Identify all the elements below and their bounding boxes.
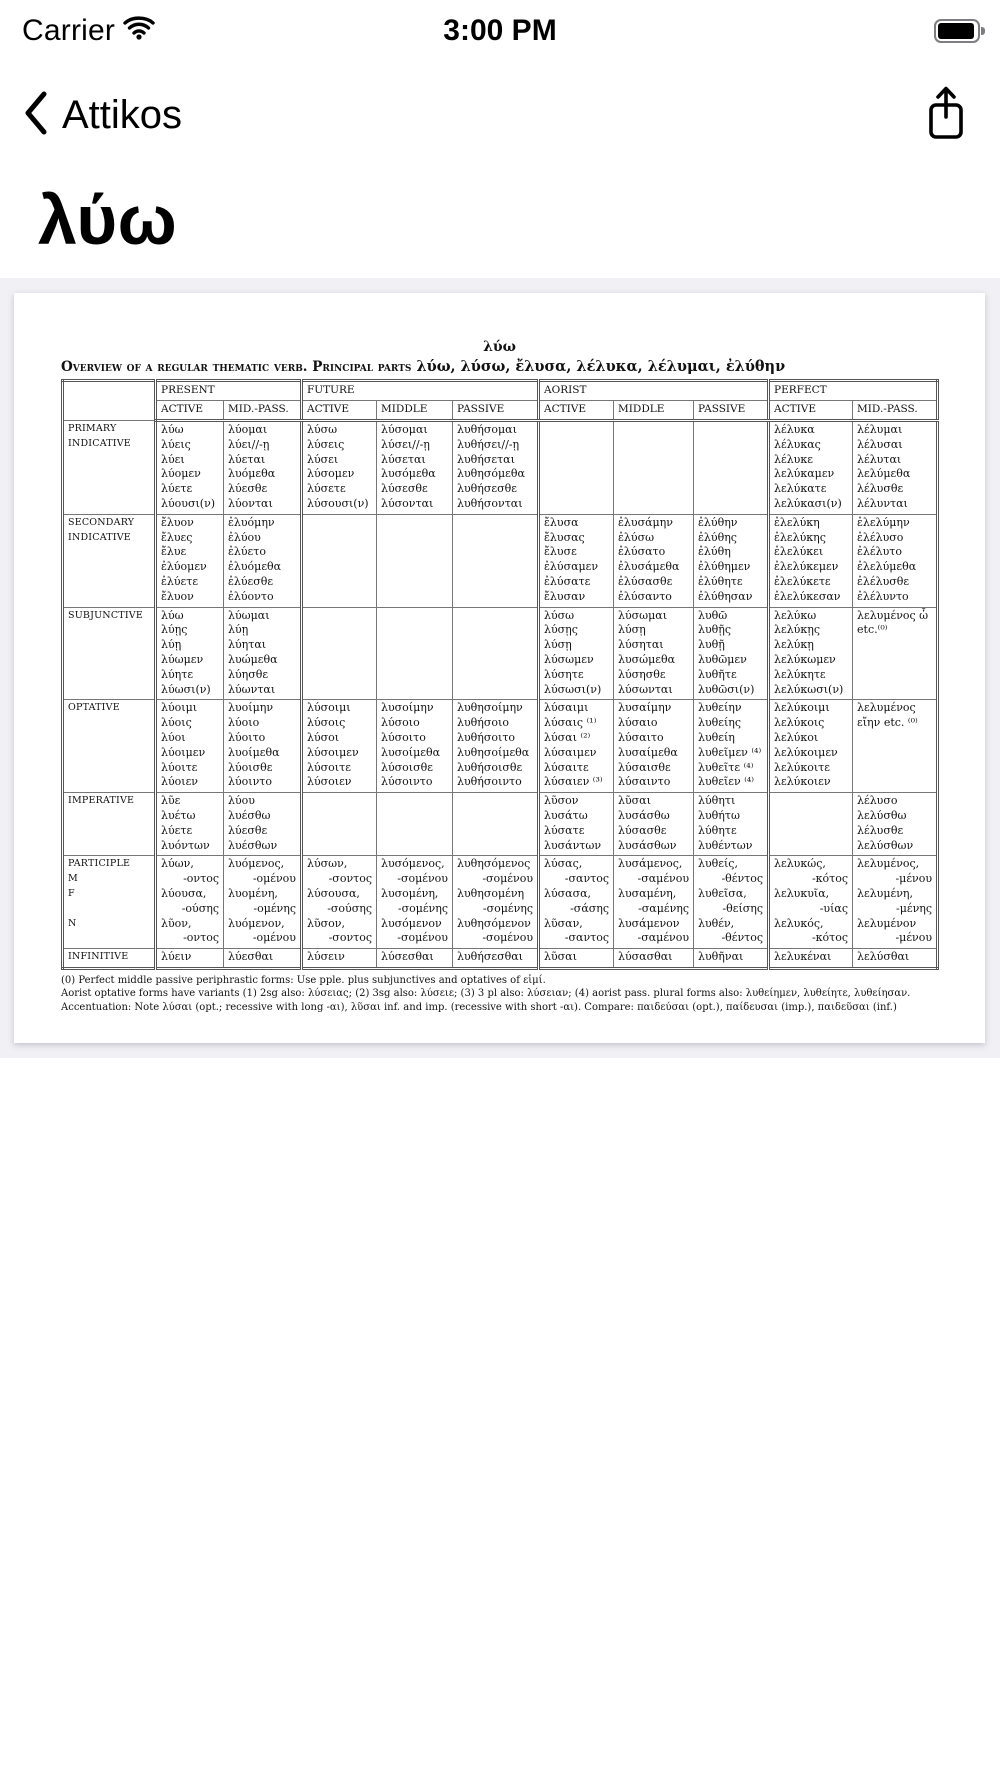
paradigm-cell [377,607,453,700]
paradigm-cell [453,607,539,700]
tense-group-header: AORIST [539,381,769,401]
paradigm-cell: ἐλυσάμην ἐλύσω ἐλύσατο ἐλυσάμεθα ἐλύσασθε ἐλύσαντο [614,514,694,607]
back-button[interactable] [22,89,182,142]
paradigm-cell: λύου λυέσθω λύεσθε λυέσθων [224,793,302,856]
paradigm-cell: λυσόμενος, -σομένου λυσομένη, -σομένης λυσόμενον -σομένου [377,856,453,949]
paradigm-cell: λύσομαι λύσει//-ῃ λύσεται λυσόμεθα λύσεσθε λύσονται [377,421,453,515]
mood-label: SECONDARY INDICATIVE [63,514,156,607]
doc-title: λύω [483,339,516,355]
paradigm-cell [377,514,453,607]
mood-label: PARTICIPLE M F N [63,856,156,949]
mood-label: OPTATIVE [63,700,156,793]
paradigm-cell [377,793,453,856]
paradigm-cell: λελύσθαι [853,949,938,969]
paradigm-cell: λελυκέναι [769,949,853,969]
paradigm-cell: ἔλυσα ἔλυσας ἔλυσε ἐλύσαμεν ἐλύσατε ἔλυσαν [539,514,614,607]
paradigm-cell: λῦσαι λυσάσθω λύσασθε λυσάσθων [614,793,694,856]
paradigm-cell: λελυμένος ὦ etc.⁽⁰⁾ [853,607,938,700]
paradigm-cell: λυσοίμην λύσοιο λύσοιτο λυσοίμεθα λύσοισθε λύσοιντο [377,700,453,793]
paradigm-cell: λύσων, -σοντος λύσουσα, -σούσης λῦσον, -σοντος [302,856,377,949]
paradigm-cell [302,607,377,700]
wifi-icon [123,14,155,48]
paradigm-cell: λυθῆναι [694,949,769,969]
paradigm-cell: λύω λύῃς λύῃ λύωμεν λύητε λύωσι(ν) [156,607,224,700]
voice-header: ACTIVE [302,401,377,421]
paradigm-cell: λύσειν [302,949,377,969]
voice-header: MID.-PASS. [224,401,302,421]
paradigm-cell [453,793,539,856]
paradigm-cell [453,514,539,607]
paradigm-cell: λύσω λύσῃς λύσῃ λύσωμεν λύσητε λύσωσι(ν) [539,607,614,700]
footnote: (0) Perfect middle passive periphrastic forms: Use pple. plus subjunctives and optatives of εἰμί. [61,974,546,986]
voice-header: MID.-PASS. [853,401,938,421]
paradigm-cell: λέλυμαι λέλυσαι λέλυται λελύμεθα λέλυσθε λέλυνται [853,421,938,515]
table-row [63,949,938,969]
back-button-label: Attikos [62,92,183,137]
table-row [63,700,938,793]
voice-header: ACTIVE [156,401,224,421]
paradigm-cell: λυθείην λυθείης λυθείη λυθεῖμεν ⁽⁴⁾ λυθεῖτε ⁽⁴⁾ λυθεῖεν ⁽⁴⁾ [694,700,769,793]
paradigm-cell: λυοίμην λύοιο λύοιτο λυοίμεθα λύοισθε λύοιντο [224,700,302,793]
status-bar [0,0,1000,56]
paradigm-cell [769,793,853,856]
voice-header: ACTIVE [769,401,853,421]
table-group-row [63,381,938,401]
paradigm-cell: λύσασθαι [614,949,694,969]
paradigm-cell: λύσωμαι λύσῃ λύσηται λυσώμεθα λύσησθε λύσωνται [614,607,694,700]
clock: 3:00 PM [443,14,557,47]
share-button[interactable] [922,83,970,148]
paradigm-cell: λύσοιμι λύσοις λύσοι λύσοιμεν λύσοιτε λύσοιεν [302,700,377,793]
voice-header-row [63,401,938,421]
paradigm-cell [614,421,694,515]
voice-header: PASSIVE [694,401,769,421]
paradigm-cell: λυθήσεσθαι [453,949,539,969]
chevron-left-icon [22,89,50,142]
battery-icon [934,19,980,43]
voice-header: MIDDLE [377,401,453,421]
paradigm-cell: λύω λύεις λύει λύομεν λύετε λύουσι(ν) [156,421,224,515]
paradigm-cell: λυθησόμενος -σομένου λυθησομένη -σομένης λυθησόμενον -σομένου [453,856,539,949]
corner-cell [63,381,156,421]
paradigm-cell: λύσω λύσεις λύσει λύσομεν λύσετε λύσουσι(ν) [302,421,377,515]
paradigm-cell [302,514,377,607]
voice-header: ACTIVE [539,401,614,421]
paradigm-cell: λύσαιμι λύσαις ⁽¹⁾ λύσαι ⁽²⁾ λύσαιμεν λύσαιτε λύσαιεν ⁽³⁾ [539,700,614,793]
table-row [63,421,938,515]
paradigm-cell: λυόμενος, -ομένου λυομένη, -ομένης λυόμενον, -ομένου [224,856,302,949]
table-row [63,607,938,700]
voice-header: PASSIVE [453,401,539,421]
footnotes [61,974,938,1015]
table-row [63,514,938,607]
tense-group-header: PERFECT [769,381,938,401]
paradigm-cell: λελύκω λελύκῃς λελύκῃ λελύκωμεν λελύκητε λελύκωσι(ν) [769,607,853,700]
paradigm-cell [694,421,769,515]
paradigm-cell: ἐλυόμην ἐλύου ἐλύετο ἐλυόμεθα ἐλύεσθε ἐλύοντο [224,514,302,607]
doc-subtitle [61,357,938,376]
principal-parts: λύω, λύσω, ἔλυσα, λέλυκα, λέλυμαι, ἐλύθην [416,358,786,375]
paradigm-cell: λυθήσομαι λυθήσει//-ῃ λυθήσεται λυθησόμεθα λυθήσεσθε λυθήσονται [453,421,539,515]
paradigm-cell: λυθῶ λυθῇς λυθῇ λυθῶμεν λυθῆτε λυθῶσι(ν) [694,607,769,700]
table-head [63,381,938,421]
paradigm-cell: λύσας, -σαντος λύσασα, -σάσης λῦσαν, -σαντος [539,856,614,949]
paradigm-cell: λελυμένος εἴην etc. ⁽⁰⁾ [853,700,938,793]
voice-header: MIDDLE [614,401,694,421]
paradigm-cell: ἐλελύμην ἐλέλυσο ἐλέλυτο ἐλελύμεθα ἐλέλυσθε ἐλέλυντο [853,514,938,607]
paradigm-cell [302,793,377,856]
paradigm-cell: λύωμαι λύῃ λύηται λυώμεθα λύησθε λύωνται [224,607,302,700]
document-viewer[interactable] [0,278,1000,1058]
paradigm-cell: ἐλελύκη ἐλελύκης ἐλελύκει ἐλελύκεμεν ἐλελύκετε ἐλελύκεσαν [769,514,853,607]
paradigm-table [61,379,939,970]
nav-bar [0,72,1000,158]
paradigm-cell: λελύκοιμι λελύκοις λελύκοι λελύκοιμεν λελύκοιτε λελύκοιεν [769,700,853,793]
paradigm-cell: λύσεσθαι [377,949,453,969]
footnote: Aorist optative forms have variants (1) 2sg also: λύσειας; (2) 3sg also: λύσειε; (3) 3 pl also: λύσειαν; (4) aorist pass. plural forms also: λυθείημεν, λυθείητε, λυθείησαν. [61,988,911,1000]
paradigm-cell: λελυκώς, -κότος λελυκυῖα, -υίας λελυκός, -κότος [769,856,853,949]
carrier-label: Carrier [22,14,116,47]
paradigm-cell: λύοιμι λύοις λύοι λύοιμεν λύοιτε λύοιεν [156,700,224,793]
doc-subtitle-caption: Overview of a regular thematic verb. Principal parts [61,359,412,375]
paradigm-cell: λυθείς, -θέντος λυθεῖσα, -θείσης λυθέν, -θέντος [694,856,769,949]
mood-label: IMPERATIVE [63,793,156,856]
paradigm-cell [539,421,614,515]
paradigm-cell: λύων, -οντος λύουσα, -ούσης λῦον, -οντος [156,856,224,949]
paradigm-cell: λέλυκα λέλυκας λέλυκε λελύκαμεν λελύκατε λελύκασι(ν) [769,421,853,515]
paradigm-cell: λῦσον λυσάτω λύσατε λυσάντων [539,793,614,856]
paradigm-cell: λυθησοίμην λυθήσοιο λυθήσοιτο λυθησοίμεθα λυθήσοισθε λυθήσοιντο [453,700,539,793]
mood-label: SUBJUNCTIVE [63,607,156,700]
paradigm-cell: λυσαίμην λύσαιο λύσαιτο λυσαίμεθα λύσαισθε λύσαιντο [614,700,694,793]
paradigm-cell: λύθητι λυθήτω λύθητε λυθέντων [694,793,769,856]
table-body [63,421,938,969]
mood-label: INFINITIVE [63,949,156,969]
mood-label: PRIMARY INDICATIVE [63,421,156,515]
paradigm-cell: λύειν [156,949,224,969]
tense-group-header: FUTURE [302,381,539,401]
document-page [14,293,985,1043]
tense-group-header: PRESENT [156,381,302,401]
paradigm-cell: λελυμένος, -μένου λελυμένη, -μένης λελυμένον -μένου [853,856,938,949]
paradigm-cell: λέλυσο λελύσθω λέλυσθε λελύσθων [853,793,938,856]
footnote: Accentuation: Note λύσαι (opt.; recessive with long -αι), λῦσαι inf. and imp. (recessive with short -αι). Compare: παιδεύσαι (opt.), παίδευσαι (imp.), παιδεῦσαι (inf.) [61,1001,897,1013]
paradigm-cell: ἐλύθην ἐλύθης ἐλύθη ἐλύθημεν ἐλύθητε ἐλύθησαν [694,514,769,607]
paradigm-cell: λῦσαι [539,949,614,969]
page-title: λύω [38,181,178,259]
table-row [63,793,938,856]
paradigm-cell: ἔλυον ἔλυες ἔλυε ἐλύομεν ἐλύετε ἔλυον [156,514,224,607]
paradigm-cell: λυσάμενος, -σαμένου λυσαμένη, -σαμένης λυσάμενον -σαμένου [614,856,694,949]
paradigm-cell: λύομαι λύει//-ῃ λύεται λυόμεθα λύεσθε λύονται [224,421,302,515]
paradigm-cell: λῦε λυέτω λύετε λυόντων [156,793,224,856]
paradigm-cell: λύεσθαι [224,949,302,969]
table-row [63,856,938,949]
